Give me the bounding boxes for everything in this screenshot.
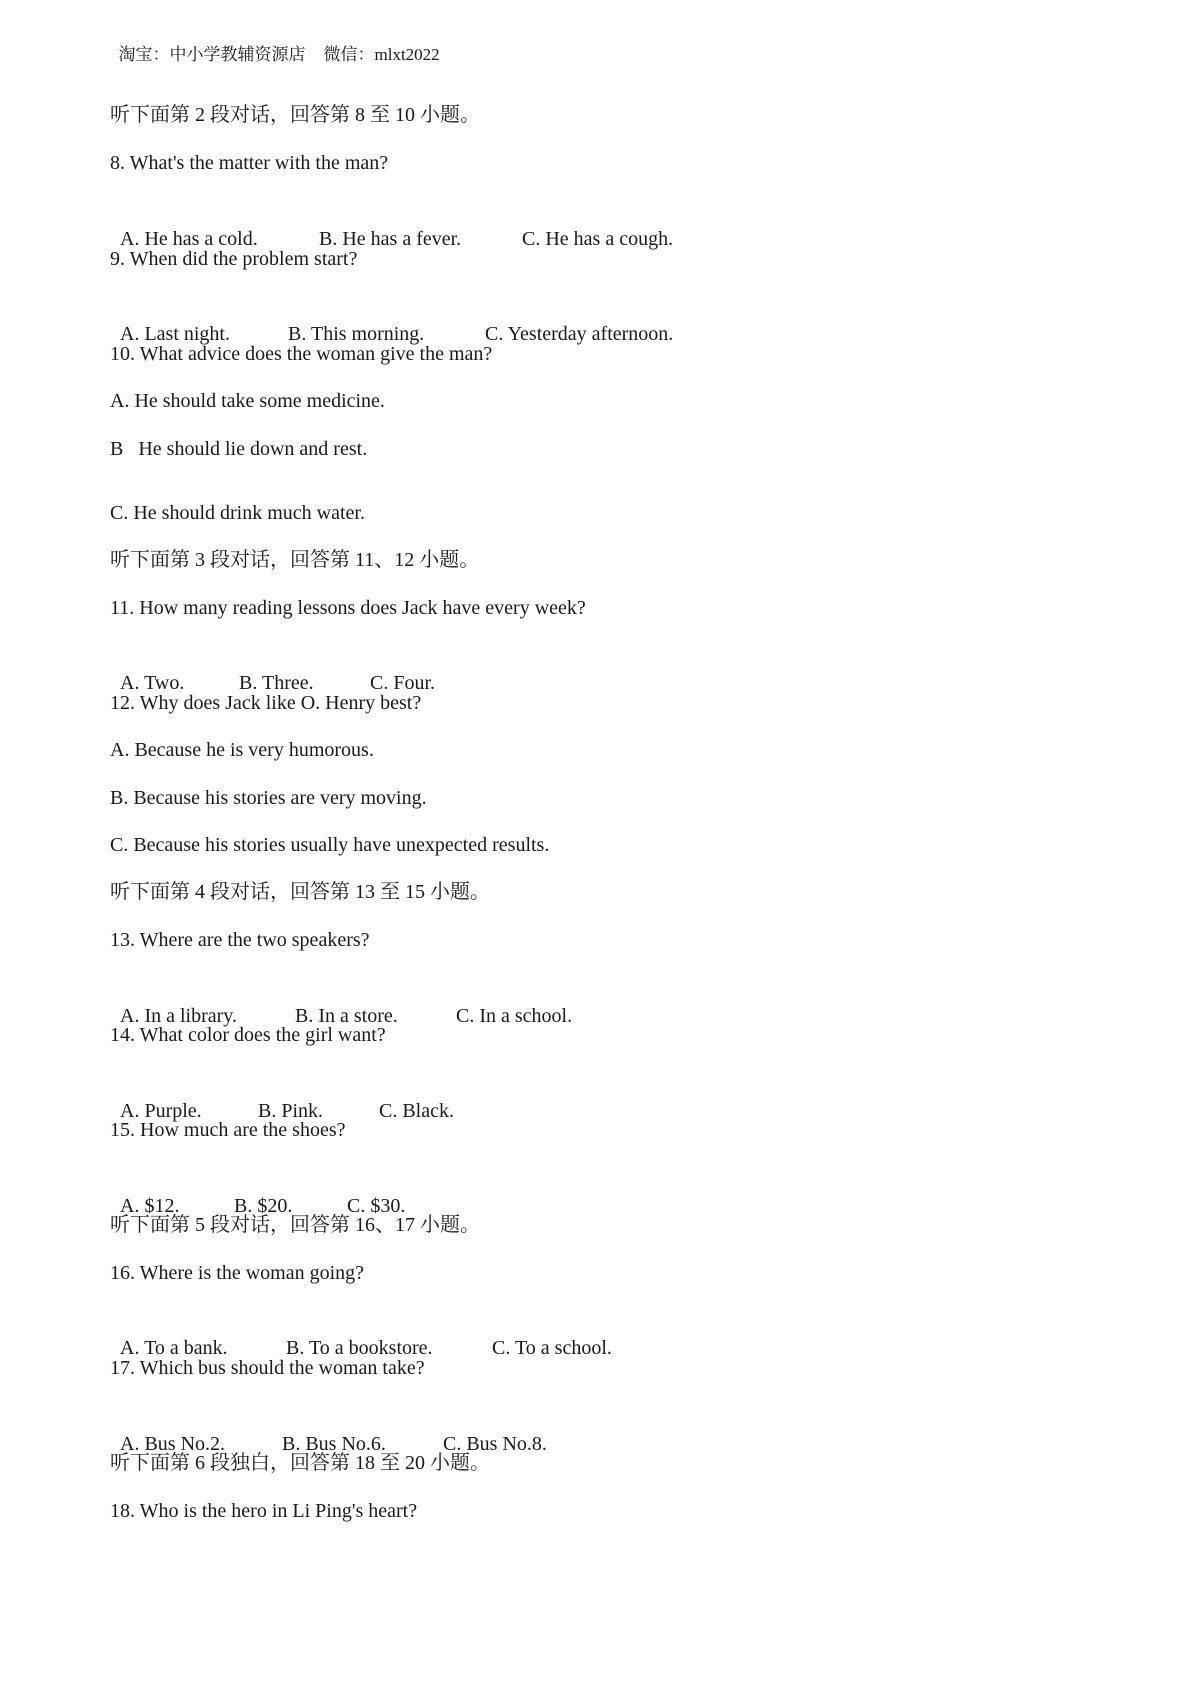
section-4-instruction: 听下面第 4 段对话，回答第 13 至 15 小题。: [110, 881, 490, 903]
page-header: [110, 16, 440, 68]
question-13-option-c: C. In a school.: [456, 1005, 573, 1027]
question-8-option-b: B. He has a fever.: [319, 228, 462, 250]
question-9-stem: 9. When did the problem start?: [110, 248, 358, 270]
question-15-option-a: A. $12.: [120, 1195, 180, 1217]
question-8-option-a: A. He has a cold.: [120, 228, 258, 250]
question-17-option-b: B. Bus No.6.: [282, 1433, 386, 1455]
question-17-option-a: A. Bus No.2.: [120, 1433, 226, 1455]
question-18-stem: 18. Who is the hero in Li Ping's heart?: [110, 1500, 418, 1522]
question-15-stem: 15. How much are the shoes?: [110, 1119, 346, 1141]
question-16-option-c: C. To a school.: [492, 1337, 612, 1359]
question-17-stem: 17. Which bus should the woman take?: [110, 1357, 425, 1379]
question-10-stem: 10. What advice does the woman give the man?: [110, 343, 493, 365]
question-14-stem: 14. What color does the girl want?: [110, 1024, 386, 1046]
question-16-option-a: A. To a bank.: [120, 1337, 228, 1359]
question-13-option-b: B. In a store.: [295, 1005, 398, 1027]
question-11-option-c: C. Four.: [370, 672, 436, 694]
question-9-option-a: A. Last night.: [120, 323, 230, 345]
question-12-option-b: B. Because his stories are very moving.: [110, 787, 427, 809]
section-6-instruction: 听下面第 6 段独白，回答第 18 至 20 小题。: [110, 1452, 490, 1474]
question-14-option-c: C. Black.: [379, 1100, 454, 1122]
question-13-stem: 13. Where are the two speakers?: [110, 929, 370, 951]
question-8-option-c: C. He has a cough.: [522, 228, 674, 250]
question-11-stem: 11. How many reading lessons does Jack have every week?: [110, 597, 586, 619]
question-9-option-c: C. Yesterday afternoon.: [485, 323, 674, 345]
question-9-option-b: B. This morning.: [288, 323, 425, 345]
section-2-instruction: 听下面第 2 段对话，回答第 8 至 10 小题。: [110, 104, 480, 126]
shop-name: 淘宝：中小学教辅资源店: [118, 45, 306, 64]
question-10-option-a: A. He should take some medicine.: [110, 390, 385, 412]
question-8-stem: 8. What's the matter with the man?: [110, 152, 389, 174]
question-12-option-a: A. Because he is very humorous.: [110, 739, 374, 761]
question-16-stem: 16. Where is the woman going?: [110, 1262, 365, 1284]
question-11-option-b: B. Three.: [239, 672, 314, 694]
question-14-option-a: A. Purple.: [120, 1100, 202, 1122]
question-12-option-c: C. Because his stories usually have unexpected results.: [110, 834, 550, 856]
question-16-option-b: B. To a bookstore.: [286, 1337, 433, 1359]
question-14-option-b: B. Pink.: [258, 1100, 324, 1122]
section-5-instruction: 听下面第 5 段对话，回答第 16、17 小题。: [110, 1214, 480, 1236]
question-10-option-c: C. He should drink much water.: [110, 502, 365, 524]
question-15-option-b: B. $20.: [234, 1195, 293, 1217]
question-12-stem: 12. Why does Jack like O. Henry best?: [110, 692, 422, 714]
wechat-id: 微信：mlxt2022: [323, 45, 440, 64]
section-3-instruction: 听下面第 3 段对话，回答第 11、12 小题。: [110, 549, 480, 571]
question-17-option-c: C. Bus No.8.: [443, 1433, 547, 1455]
question-11-option-a: A. Two.: [120, 672, 185, 694]
question-13-option-a: A. In a library.: [120, 1005, 237, 1027]
question-15-option-c: C. $30.: [347, 1195, 406, 1217]
question-10-option-b: B He should lie down and rest.: [110, 438, 368, 460]
